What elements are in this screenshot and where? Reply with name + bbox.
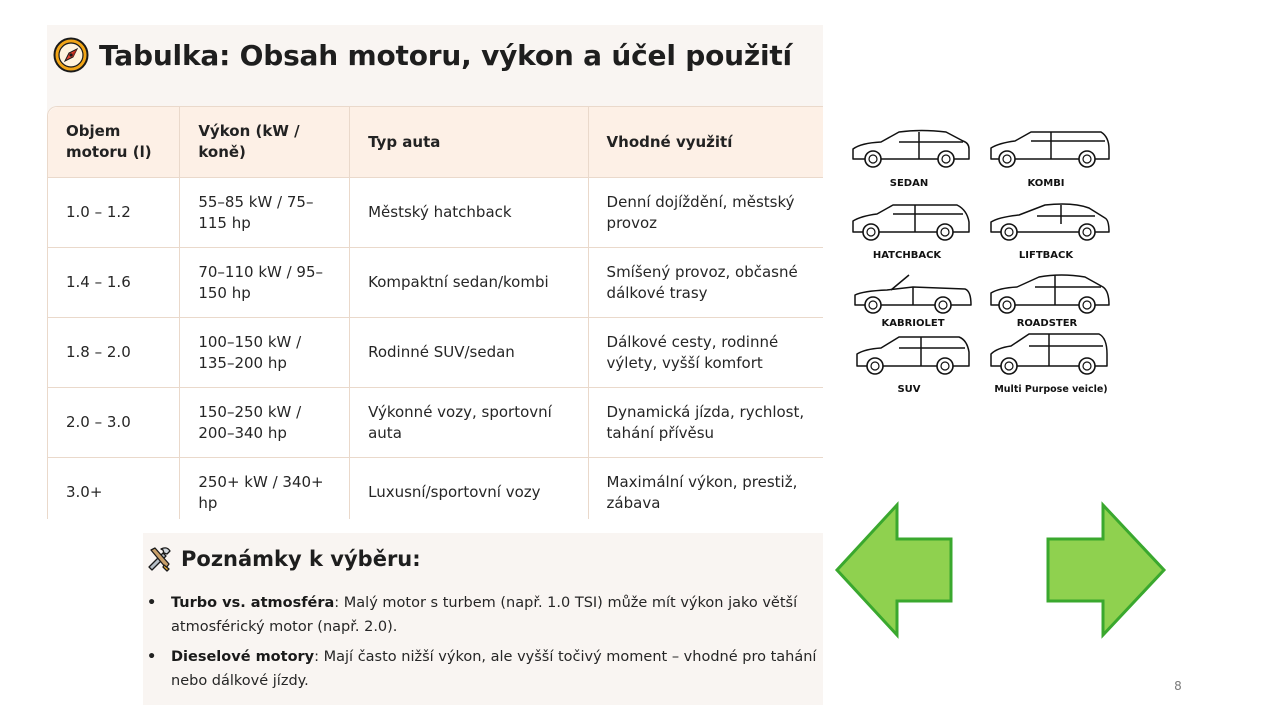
cell-typ-auta: Kompaktní sedan/kombi [350, 248, 588, 318]
cell-typ-auta: Výkonné vozy, sportovní auta [350, 388, 588, 458]
cell-vyuziti: Denní dojíždění, městský provoz [589, 178, 823, 248]
car-label-kabriolet: KABRIOLET [881, 318, 945, 329]
car-label-sedan: SEDAN [889, 178, 929, 189]
notes-panel [143, 533, 823, 705]
previous-slide-button[interactable] [834, 501, 954, 639]
car-body-types-image [831, 103, 1126, 403]
note-term: Turbo vs. atmosféra [171, 595, 335, 611]
cell-typ-auta: Rodinné SUV/sedan [350, 318, 588, 388]
engine-table-container [47, 106, 823, 519]
cell-vykon: 55–85 kW / 75–115 hp [180, 178, 350, 248]
car-label-mpv: Multi Purpose veicle) [994, 384, 1108, 395]
header-typ-auta: Typ auta [350, 107, 588, 178]
cell-typ-auta: Městský hatchback [350, 178, 588, 248]
header-objem: Objem motoru (l) [48, 107, 180, 178]
slide-title [53, 37, 792, 73]
tools-icon [145, 545, 173, 573]
cell-vykon: 100–150 kW / 135–200 hp [180, 318, 350, 388]
content-panel [47, 25, 823, 519]
note-term: Dieselové motory [171, 649, 315, 665]
cell-objem: 2.0 – 3.0 [48, 388, 180, 458]
next-slide-button[interactable] [1045, 501, 1167, 639]
car-label-roadster: ROADSTER [1016, 318, 1078, 329]
engine-table [47, 106, 823, 519]
cell-vyuziti: Smíšený provoz, občasné dálkové trasy [589, 248, 823, 318]
table-row [48, 248, 823, 318]
list-item [171, 591, 823, 639]
notes-list [143, 591, 823, 699]
list-item [171, 645, 823, 693]
notes-heading [145, 545, 421, 573]
cell-objem: 3.0+ [48, 458, 180, 519]
car-label-suv: SUV [897, 384, 921, 395]
cell-vyuziti: Dálkové cesty, rodinné výlety, vyšší komfort [589, 318, 823, 388]
cell-objem: 1.0 – 1.2 [48, 178, 180, 248]
cell-vyuziti: Maximální výkon, prestiž, zábava [589, 458, 823, 519]
table-row [48, 458, 823, 519]
header-vyuziti: Vhodné využití [589, 107, 823, 178]
cell-objem: 1.8 – 2.0 [48, 318, 180, 388]
header-vykon: Výkon (kW / koně) [180, 107, 350, 178]
car-label-kombi: KOMBI [1027, 178, 1065, 189]
arrow-left-icon [834, 501, 954, 639]
note-text: : Mají často nižší výkon, ale vyšší točivý moment – vhodné pro tahání nebo dálkové jízdy. [171, 649, 817, 689]
slide-title-text: Tabulka: Obsah motoru, výkon a účel použití [99, 38, 792, 72]
cell-vykon: 250+ kW / 340+ hp [180, 458, 350, 519]
table-row [48, 318, 823, 388]
table-header-row [48, 107, 823, 178]
note-text: : Malý motor s turbem (např. 1.0 TSI) může mít výkon jako větší atmosférický motor (např. 2.0). [171, 595, 798, 635]
cell-vykon: 150–250 kW / 200–340 hp [180, 388, 350, 458]
table-row [48, 178, 823, 248]
table-row [48, 388, 823, 458]
cell-objem: 1.4 – 1.6 [48, 248, 180, 318]
cell-vyuziti: Dynamická jízda, rychlost, tahání přívěsu [589, 388, 823, 458]
page-number: 8 [1174, 679, 1182, 693]
notes-heading-text: Poznámky k výběru: [181, 547, 421, 571]
compass-icon [53, 37, 89, 73]
arrow-right-icon [1045, 501, 1167, 639]
cell-typ-auta: Luxusní/sportovní vozy [350, 458, 588, 519]
car-label-liftback: LIFTBACK [1018, 250, 1074, 261]
cell-vykon: 70–110 kW / 95–150 hp [180, 248, 350, 318]
car-label-hatchback: HATCHBACK [872, 250, 942, 261]
